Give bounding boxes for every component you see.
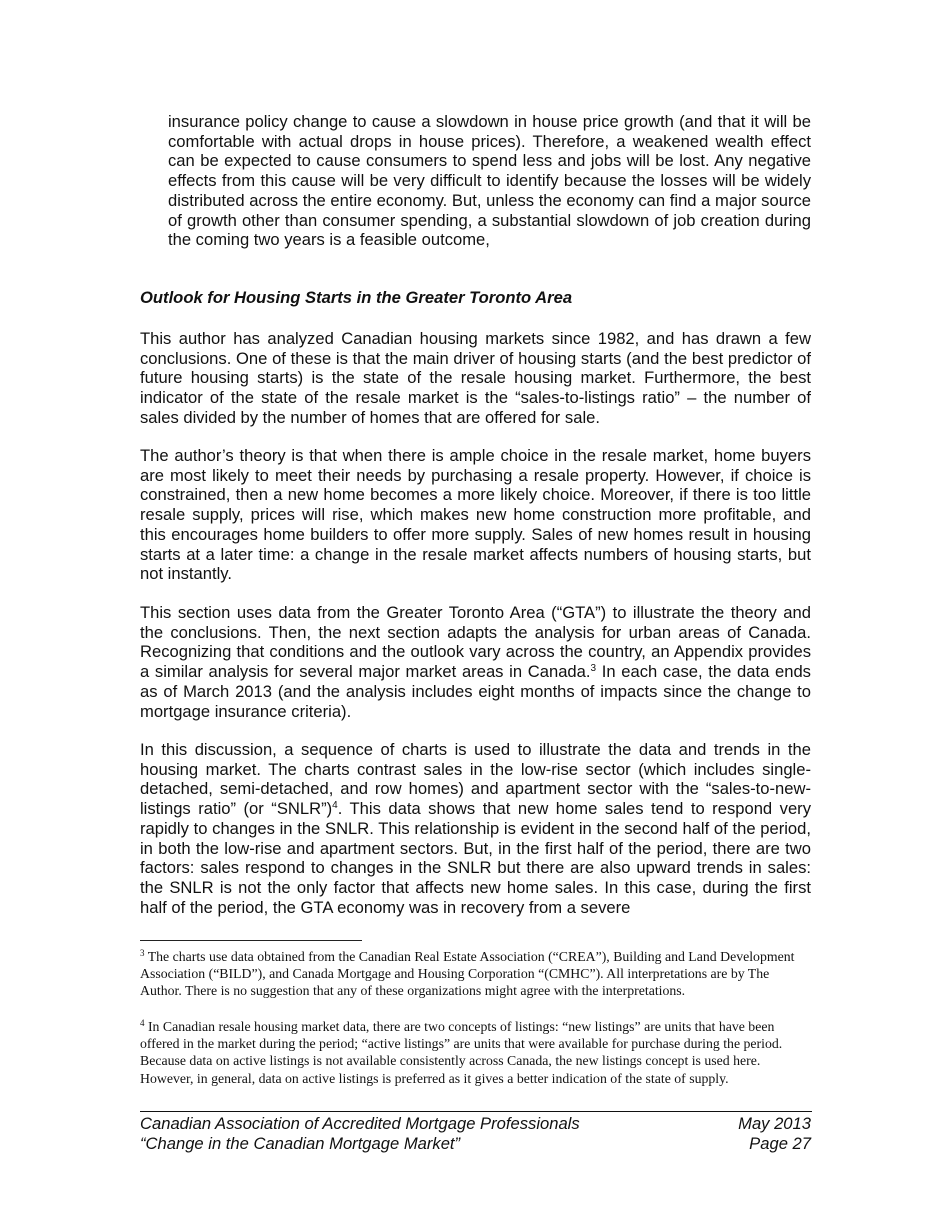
footer-row-2 bbox=[140, 1134, 811, 1154]
footnote-3-text: The charts use data obtained from the Canadian Real Estate Association (“CREA”), Building and Land Development Association (“BILD”), and Canada Mortgage and Housing Corporation “(CMHC”). All interpretations are by The Author. There is no suggestion that any of these organizations might agree with the interpretations. bbox=[140, 949, 795, 999]
footnote-ref-3: 3 bbox=[590, 663, 597, 675]
paragraph-4-text-a: In this discussion, a sequence of charts is used to illustrate the data and trends in the housing market. The charts contrast sales in the low-rise sector (which includes single-detached, semi-detached, and row homes) and apartment sector with the “sales-to-new-listings ratio” (or “SNLR”) bbox=[140, 740, 811, 819]
footer-report-title: “Change in the Canadian Mortgage Market” bbox=[140, 1134, 461, 1153]
paragraph-4 bbox=[140, 740, 811, 917]
intro-paragraph: insurance policy change to cause a slowdown in house price growth (and that it will be comfortable with actual drops in house prices). Therefore, a weakened wealth effect can be expected to cause consumers to spend less and jobs will be lost. Any negative effects from this cause will be very difficult to identify because the losses will be widely distributed across the entire economy. But, unless the economy can find a major source of growth other than consumer spending, a substantial slowdown of job creation during the coming two years is a feasible outcome, bbox=[168, 112, 811, 250]
section-heading: Outlook for Housing Starts in the Greater Toronto Area bbox=[140, 288, 573, 307]
footer-divider bbox=[140, 1111, 812, 1112]
footer-row-1 bbox=[140, 1114, 811, 1134]
paragraph-4-text-b: . This data shows that new home sales tend to respond very rapidly to changes in the SNLR. This relationship is evident in the second half of the period, in both the low-rise and apartment sectors. But, in the first half of the period, there are two factors: sales respond to changes in the SNLR but there are also upward trends in sales: the SNLR is not the only factor that affects new home sales. In this case, during the first half of the period, the GTA economy was in recovery from a severe bbox=[140, 799, 811, 917]
paragraph-3-text-a: This section uses data from the Greater Toronto Area (“GTA”) to illustrate the theory and the conclusions. Then, the next section adapts the analysis for urban areas of Canada. Recognizing that conditions and the outlook vary across the country, an Appendix provides a similar analysis for several major market areas in Canada. bbox=[140, 603, 811, 682]
footer-date: May 2013 bbox=[738, 1114, 811, 1133]
paragraph-3 bbox=[140, 603, 811, 721]
footnote-4-text: In Canadian resale housing market data, there are two concepts of listings: “new listings” are units that have been offered in the market during the period; “active listings” are units that were available for purchase during the period. Because data on active listings is not available consistently across Canada, the new listings concept is used here. However, in general, data on active listings is preferred as it gives a better indication of the state of supply. bbox=[140, 1019, 783, 1086]
footnote-divider bbox=[140, 940, 362, 941]
footnote-ref-4: 4 bbox=[332, 800, 338, 812]
footnote-3 bbox=[140, 948, 811, 1000]
footer-page-number: Page 27 bbox=[749, 1134, 811, 1153]
paragraph-1: This author has analyzed Canadian housing markets since 1982, and has drawn a few conclusions. One of these is that the main driver of housing starts (and the best predictor of future housing starts) is the state of the resale housing market. Furthermore, the best indicator of the state of the resale market is the “sales-to-listings ratio” – the number of sales divided by the number of homes that are offered for sale. bbox=[140, 329, 811, 427]
paragraph-2: The author’s theory is that when there is ample choice in the resale market, home buyers are most likely to meet their needs by purchasing a resale property. However, if choice is constrained, then a new home becomes a more likely choice. Moreover, if there is too little resale supply, prices will rise, which makes new home construction more profitable, and this encourages home builders to offer more supply. Sales of new homes result in housing starts at a later time: a change in the resale market affects numbers of housing starts, but not instantly. bbox=[140, 446, 811, 584]
footnote-4 bbox=[140, 1018, 811, 1087]
footer-organization: Canadian Association of Accredited Mortgage Professionals bbox=[140, 1114, 580, 1133]
paragraph-3-text-b: In each case, the data ends as of March 2013 (and the analysis includes eight months of impacts since the change to mortgage insurance criteria). bbox=[140, 662, 811, 721]
footnote-3-number: 3 bbox=[140, 948, 145, 958]
footnote-4-number: 4 bbox=[140, 1018, 145, 1028]
